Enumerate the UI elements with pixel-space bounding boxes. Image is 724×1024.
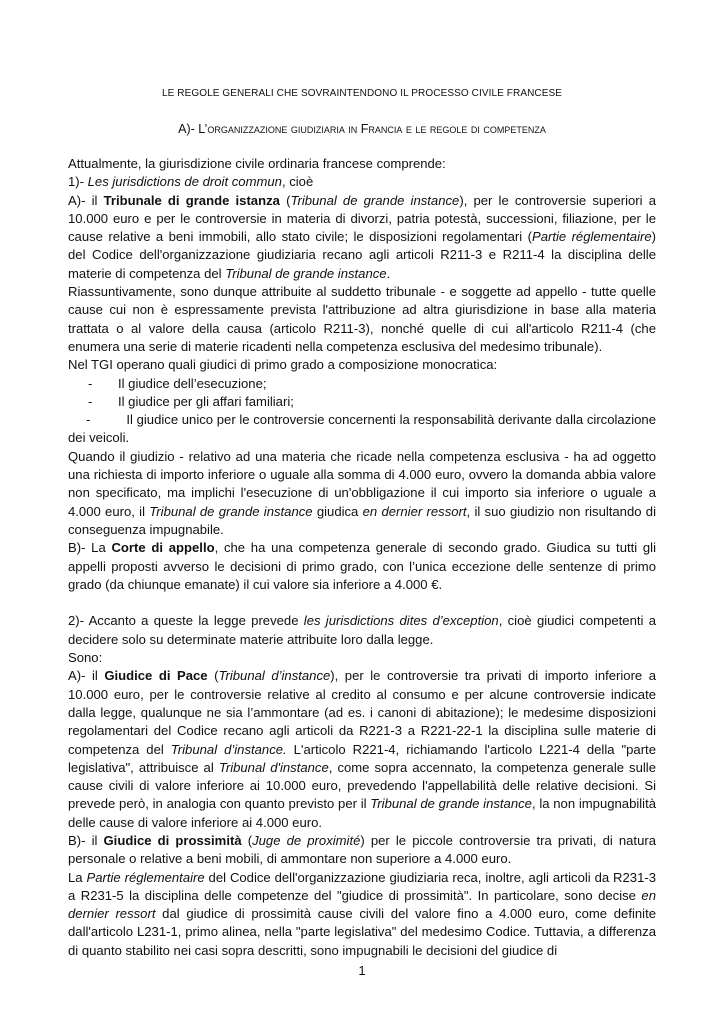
text-run: , il suo giudizio non risultando di conseguenza impugnabile. bbox=[68, 503, 656, 537]
paragraph-summary: Riassuntivamente, sono dunque attribuite al suddetto tribunale - e soggette ad appello - tutte quelle cause cui non è espressamente prevista l'attribuzione ad altra giurisdizione in base alla materia trattata o al valore della causa (articolo R211-3), nonché quelle di cui all'articolo R211-4 (che enumera una serie di materie ricadenti nella competenza esclusiva del medesimo tribunale). bbox=[68, 284, 656, 354]
text-run: 1)- bbox=[68, 174, 88, 190]
text-run: La bbox=[68, 869, 87, 885]
italic-text: en dernier ressort bbox=[362, 503, 467, 519]
italic-text: Juge de proximité bbox=[252, 832, 361, 848]
list-item-text: Il giudice unico per le controversie concernenti la responsabilità derivante dalla circolazione dei veicoli. bbox=[68, 412, 656, 446]
italic-text: Partie réglementaire bbox=[86, 869, 205, 885]
italic-text: Tribunal d’instance. bbox=[170, 741, 287, 757]
text-run: B)- il bbox=[68, 832, 104, 848]
document-body bbox=[68, 155, 656, 960]
list-item-text: Il giudice per gli affari familiari; bbox=[118, 393, 294, 409]
bold-text: Corte di appello bbox=[111, 540, 215, 556]
list-item-text: Il giudice dell’esecuzione; bbox=[118, 375, 267, 391]
text-run: del Codice dell'organizzazione giudiziaria reca, inoltre, agli articoli da R231-3 a R231-5 la disciplina delle competenze del "giudice di prossimità". In particolare, sono decise bbox=[68, 869, 656, 903]
italic-text: Tribunal de grande instance bbox=[225, 265, 387, 281]
paragraph-exception-jurisdictions bbox=[68, 612, 656, 649]
text-run: 2)- Accanto a queste la legge prevede bbox=[68, 613, 304, 629]
bold-text: Tribunale di grande istanza bbox=[103, 192, 280, 208]
document-title: LE REGOLE GENERALI CHE SOVRAINTENDONO IL PROCESSO CIVILE FRANCESE bbox=[161, 88, 563, 99]
text-run: Quando il giudizio - relativo ad una materia che ricade nella competenza esclusiva - ha ad oggetto una richiesta di importo inferiore o uguale alla somma di 4.000 euro, ovvero la domanda abbia valore non specificato, ma implichi l'esecuzione di un'obbligazione il cui importo sia inferiore o uguale a 4.000 euro, il bbox=[68, 448, 656, 519]
list-item bbox=[68, 393, 656, 411]
section-heading-capital: F bbox=[360, 122, 369, 136]
paragraph-corte-appello bbox=[68, 539, 656, 594]
text-run: , la non impugnabilità delle cause di valore inferiore ai 4.000 euro. bbox=[68, 796, 657, 830]
italic-text: en dernier ressort bbox=[68, 887, 656, 922]
text-run: , che ha una competenza generale di secondo grado. Giudica su tutti gli appelli proposti avverso le decisioni di primo grado, con l’unica eccezione delle sentenze di primo grado (da chiunque emanate) il cui valore sia inferiore a 4.000 €. bbox=[68, 540, 656, 592]
list-item bbox=[68, 375, 656, 393]
list-item bbox=[68, 411, 656, 448]
italic-text: les jurisdictions dites d’exception bbox=[303, 613, 499, 629]
text-run: L'articolo R221-4, richiamando l'articolo L221-4 della "parte legislativa", attribuisce al bbox=[68, 741, 656, 775]
text-run: ) del Codice dell'organizzazione giudiziaria recano agli articoli R211-3 e R211-4 la disciplina delle materie di competenza del bbox=[68, 229, 656, 281]
text-run: A)- il bbox=[68, 192, 104, 208]
bold-text: Giudice di prossimità bbox=[103, 832, 242, 848]
italic-text: Tribunal d'instance bbox=[218, 759, 329, 775]
dash-marker: - bbox=[88, 375, 93, 391]
dash-marker: - bbox=[86, 412, 91, 428]
spacer bbox=[68, 594, 656, 612]
paragraph-giudice-prossimita bbox=[68, 832, 656, 869]
paragraph-ordinary-jurisdictions bbox=[68, 173, 656, 191]
text-run: ( bbox=[207, 668, 219, 684]
text-run: ) per le piccole controversie tra privati, di natura personale o relative a beni mobili, di ammontare non superiore a 4.000 euro. bbox=[68, 832, 656, 867]
italic-text: Tribunal de grande instance bbox=[370, 796, 532, 812]
paragraph-sono: Sono: bbox=[68, 650, 103, 666]
text-run: ( bbox=[241, 832, 253, 848]
text-run: ), per le controversie tra privati di importo inferiore a 10.000 euro, per le controversie relative al credito al consumo e per alcune controversie indicate dalla legge, qualunque ne sia l’ammontare (ad es. i canoni di abitazione); le medesime disposizioni regolamentari del Codice recano agli articoli da R221-3 a R221-22-1 la disciplina sulle materie di competenza del bbox=[68, 668, 657, 757]
text-run: B)- La bbox=[68, 540, 112, 556]
dash-marker: - bbox=[88, 393, 93, 409]
text-run: A)- il bbox=[68, 668, 105, 684]
section-heading-text-b: rancia e le regole di competenza bbox=[368, 122, 546, 136]
text-run: ( bbox=[279, 192, 291, 208]
paragraph-dernier-ressort bbox=[68, 448, 656, 539]
section-heading bbox=[0, 122, 724, 136]
paragraph-intro: Attualmente, la giurisdizione civile ordinaria francese comprende: bbox=[68, 156, 446, 171]
italic-text: Les jurisdictions de droit commun bbox=[87, 174, 282, 190]
section-heading-prefix: A)- L’ bbox=[178, 122, 208, 136]
paragraph-tribunale-grande-istanza bbox=[68, 192, 656, 283]
paragraph-giudice-di-pace bbox=[68, 667, 656, 832]
paragraph-partie-reglementaire bbox=[68, 869, 656, 960]
text-run: , cioè bbox=[281, 174, 314, 190]
text-run: . bbox=[386, 265, 391, 281]
bold-text: Giudice di Pace bbox=[104, 668, 208, 684]
page-number: 1 bbox=[358, 963, 366, 978]
italic-text: Tribunal de grande instance bbox=[290, 192, 460, 208]
italic-text: Partie réglementaire bbox=[531, 229, 652, 245]
italic-text: Tribunal de grande instance bbox=[149, 503, 313, 519]
text-run: , come sopra accennato, la competenza generale sulle cause civili di valore inferiore ai 10.000 euro, prevedendo l'appellabilità delle relative decisioni. Si prevede però, in analogia con quanto previsto per il bbox=[68, 759, 656, 812]
paragraph-tgi-judges: Nel TGI operano quali giudici di primo grado a composizione monocratica: bbox=[68, 357, 498, 373]
text-run: dal giudice di prossimità cause civili del valore fino a 4.000 euro, come definite dall'articolo L231-1, primo alinea, nella "parte legislativa" del medesimo Codice. Tuttavia, a differenza di quanto stabilito nei casi sopra descritti, sono impugnabili le decisioni del giudice di bbox=[68, 906, 656, 958]
italic-text: Tribunal d’instance bbox=[218, 668, 331, 684]
text-run: ), per le controversie superiori a 10.000 euro e per le controversie in materia di divorzi, patria potestà, successioni, filiazione, per le cause relative a beni immobili, allo stato civile; le disposizioni regolamentari ( bbox=[68, 192, 656, 245]
section-heading-text-a: organizzazione giudiziaria in bbox=[207, 122, 361, 136]
text-run: giudica bbox=[312, 503, 363, 519]
text-run: , cioè giudici competenti a decidere solo su determinate materie attribuite loro dalla legge. bbox=[68, 613, 656, 647]
